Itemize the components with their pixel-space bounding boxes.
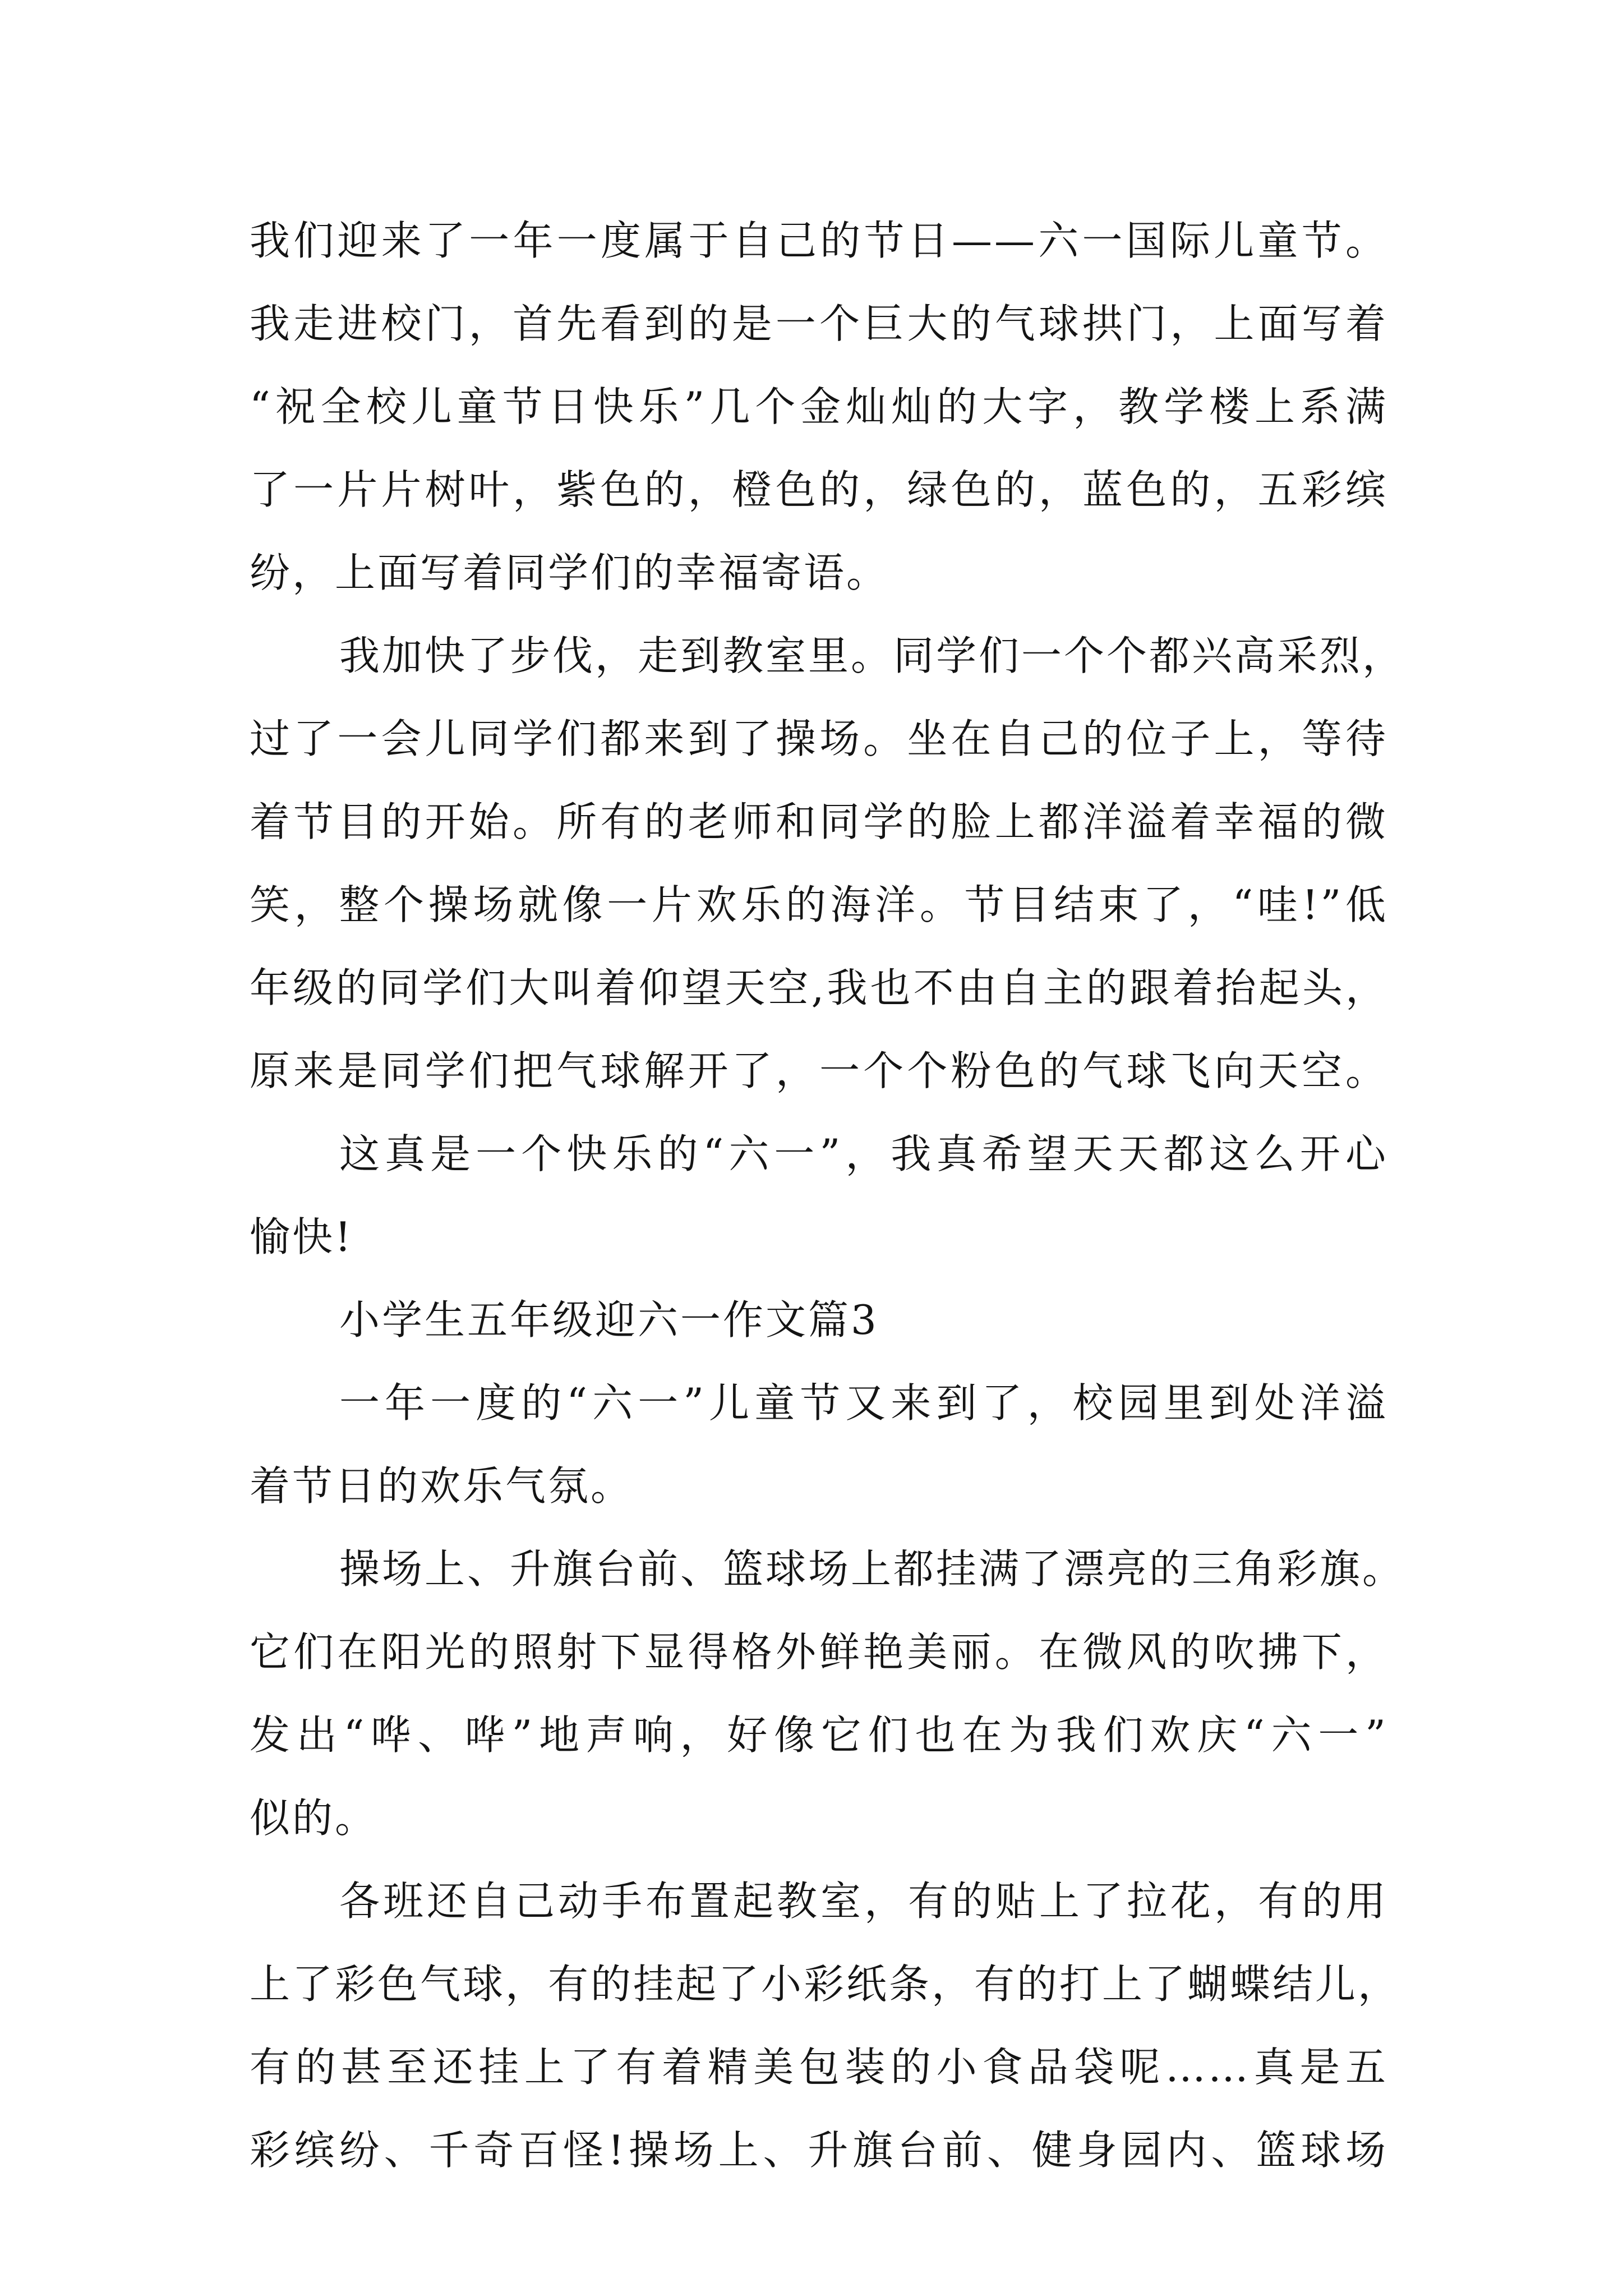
text-line: 愉快!: [250, 1213, 353, 1260]
paragraph-first-line: 操场上、升旗台前、篮球场上都挂满了漂亮的三角彩旗。: [339, 1545, 1405, 1593]
text-line: 年级的同学们大叫着仰望天空,我也不由自主的跟着抬起头，: [250, 964, 1388, 1011]
text-line: 我走进校门，首先看到的是一个巨大的气球拱门，上面写着: [250, 300, 1388, 347]
text-line: 着节日的欢乐气氛。: [250, 1462, 634, 1510]
text-line: 似的。: [250, 1795, 378, 1842]
text-line: 原来是同学们把气球解开了，一个个粉色的气球飞向天空。: [250, 1047, 1388, 1094]
paragraph-first-line: 各班还自己动手布置起教室，有的贴上了拉花，有的用: [339, 1878, 1388, 1925]
text-line: 彩缤纷、千奇百怪!操场上、升旗台前、健身园内、篮球场: [250, 2127, 1388, 2174]
text-line: 着节目的开始。所有的老师和同学的脸上都洋溢着幸福的微: [250, 798, 1388, 845]
text-line: 过了一会儿同学们都来到了操场。坐在自己的位子上，等待: [250, 715, 1388, 762]
text-line: 有的甚至还挂上了有着精美包装的小食品袋呢……真是五: [250, 2044, 1388, 2091]
paragraph-first-line: 一年一度的“六一”儿童节又来到了，校园里到处洋溢: [339, 1379, 1388, 1427]
paragraph-first-line: 这真是一个快乐的“六一”，我真希望天天都这么开心: [339, 1130, 1388, 1177]
essay-body: [250, 199, 1405, 2192]
text-line: “祝全校儿童节日快乐”几个金灿灿的大字，教学楼上系满: [250, 383, 1388, 430]
paragraph-first-line: 我加快了步伐，走到教室里。同学们一个个都兴高采烈，: [339, 632, 1405, 679]
text-line: 我们迎来了一年一度属于自己的节日——六一国际儿童节。: [250, 217, 1388, 264]
section-heading: 小学生五年级迎六一作文篇3: [339, 1296, 879, 1343]
text-line: 上了彩色气球，有的挂起了小彩纸条，有的打上了蝴蝶结儿，: [250, 1961, 1401, 2008]
text-line: 发出“哗、哗”地声响，好像它们也在为我们欢庆“六一”: [250, 1711, 1388, 1759]
text-line: 纷，上面写着同学们的幸福寄语。: [250, 549, 889, 596]
text-line: 它们在阳光的照射下显得格外鲜艳美丽。在微风的吹拂下，: [250, 1628, 1388, 1676]
text-line: 了一片片树叶，紫色的，橙色的，绿色的，蓝色的，五彩缤: [250, 466, 1388, 513]
text-line: 笑，整个操场就像一片欢乐的海洋。节目结束了，“哇!”低: [250, 881, 1388, 928]
